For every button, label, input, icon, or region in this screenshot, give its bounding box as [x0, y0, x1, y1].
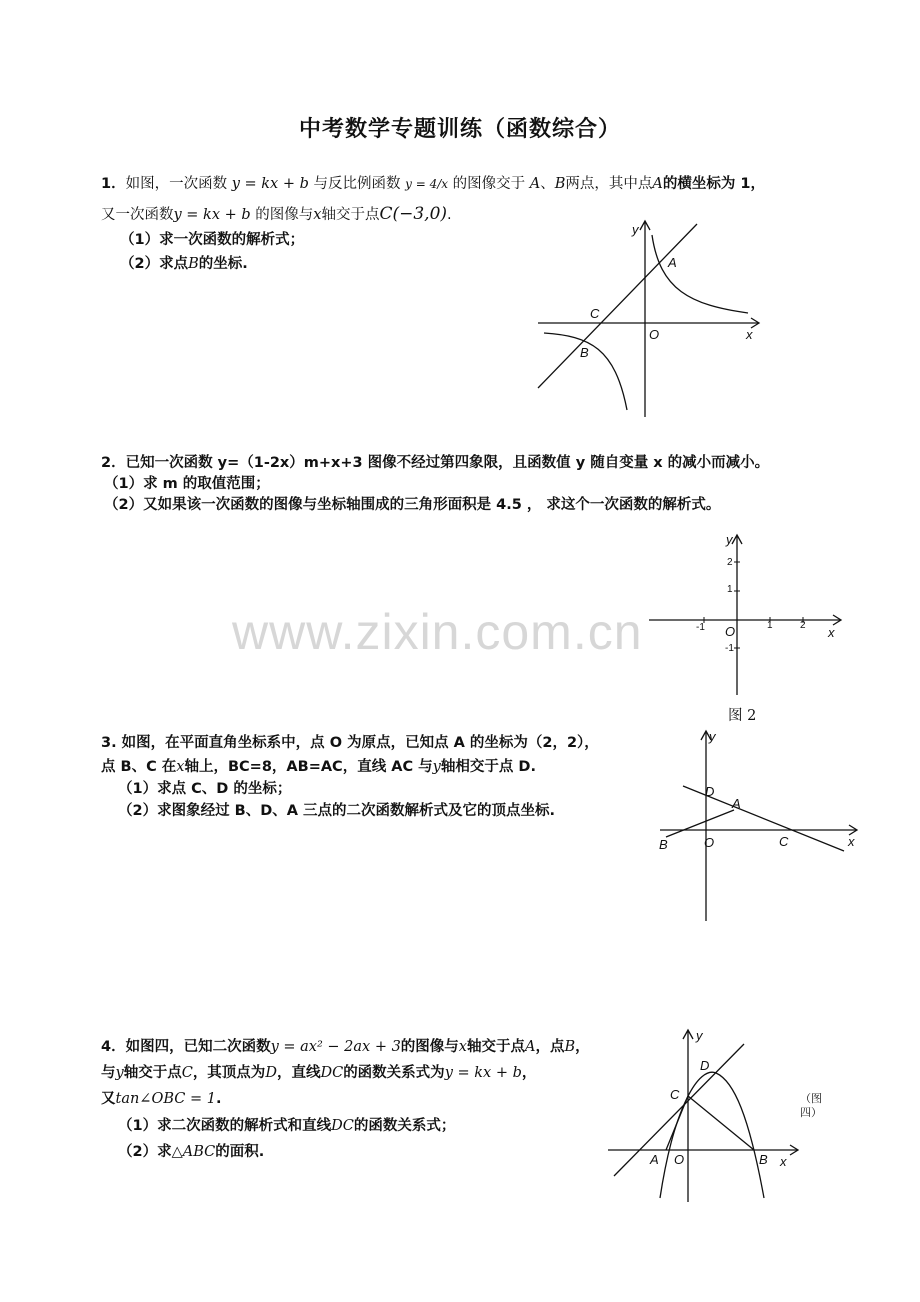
- q4-caption: （图四）: [800, 1092, 822, 1119]
- watermark: www.zixin.com.cn: [232, 604, 643, 660]
- page-title: 中考数学专题训练（函数综合）: [298, 117, 621, 142]
- q2-line-1: 2．已知一次函数 y=（1-2x）m+x+3 图像不经过第四象限，且函数值 y 随自变量 x 的减小而减小。: [101, 455, 770, 471]
- q4-quadratic: y = ax² − 2ax + 3: [270, 1039, 401, 1055]
- q2-figure: [645, 530, 845, 725]
- q2-fig-origin: O: [725, 624, 736, 639]
- q1-line-1: 1．如图，一次函数 y = kx + b 与反比例函数 y = 4/x 的图像交于 A、B两点，其中点A的横坐标为 1，: [101, 176, 766, 192]
- q1-fig-point-c: C: [590, 306, 600, 321]
- q4-fig-point-c: C: [670, 1087, 680, 1102]
- q4-line-2: 与y轴交于点C，其顶点为D，直线DC的函数关系式为y = kx + b，: [101, 1065, 537, 1081]
- q4-line-3: 又tan∠OBC = 1.: [101, 1091, 222, 1107]
- q3-figure: [650, 726, 865, 926]
- q3-line-2: 点 B、C 在x轴上，BC=8，AB=AC，直线 AC 与y轴相交于点 D.: [101, 759, 536, 775]
- q2-tick-x-1: 1: [767, 620, 773, 631]
- q4-line-1: 4．如图四，已知二次函数y = ax² − 2ax + 3的图像与x轴交于点A，点B，: [101, 1039, 590, 1055]
- q3-fig-point-d: D: [705, 784, 715, 799]
- q1-inverse-function: y = 4/x: [405, 177, 449, 191]
- q2-tick-y-neg1: -1: [725, 643, 734, 654]
- q3-fig-point-b: B: [659, 837, 668, 852]
- q1-figure: [530, 210, 770, 425]
- q4-sub-2: （2）求△ABC的面积.: [118, 1144, 265, 1160]
- q4-segment-ca: [666, 1096, 688, 1150]
- q3-segment-ba: [666, 810, 734, 837]
- q1-fig-point-a: A: [668, 255, 677, 270]
- q3-fig-y-label: y: [709, 729, 716, 744]
- q2-tick-y-2: 2: [727, 557, 733, 568]
- q4-fig-point-a: A: [650, 1152, 659, 1167]
- q4-fig-origin: O: [674, 1152, 685, 1167]
- q3-fig-point-a: A: [732, 796, 741, 811]
- q1-linear-function: y = kx + b: [231, 176, 309, 192]
- q4-tan-condition: tan∠OBC = 1: [115, 1091, 216, 1107]
- q3-fig-origin: O: [704, 835, 715, 850]
- q4-segment-cb: [688, 1096, 754, 1150]
- q1-fig-x-label: x: [746, 327, 753, 342]
- q4-fig-x-label: x: [780, 1154, 787, 1169]
- q3-fig-point-c: C: [779, 834, 789, 849]
- q3-sub-2: （2）求图象经过 B、D、A 三点的二次函数解析式及它的顶点坐标.: [118, 803, 556, 819]
- q4-fig-y-label: y: [696, 1028, 703, 1043]
- q4-fig-point-b: B: [759, 1152, 768, 1167]
- q2-fig-y-label: y: [726, 532, 733, 547]
- q4-fig-point-d: D: [700, 1058, 710, 1073]
- q2-tick-y-1: 1: [727, 584, 733, 595]
- q2-tick-x-2: 2: [800, 620, 806, 631]
- q1-sub-1: （1）求一次函数的解析式；: [120, 232, 305, 248]
- q4-sub-1: （1）求二次函数的解析式和直线DC的函数关系式；: [118, 1118, 456, 1134]
- q3-sub-1: （1）求点 C、D 的坐标；: [118, 781, 292, 797]
- q3-fig-x-label: x: [848, 834, 855, 849]
- q2-fig-x-label: x: [828, 625, 835, 640]
- q2-sub-2: （2）又如果该一次函数的图像与坐标轴围成的三角形面积是 4.5 ， 求这个一次函数的解析式。: [104, 497, 721, 513]
- q4-figure: [604, 1026, 804, 1206]
- q1-hyperbola-branch-1: [652, 235, 748, 313]
- q2-caption: 图 2: [728, 708, 757, 724]
- q1-fig-y-label: y: [632, 222, 639, 237]
- q1-sub-2: （2）求点B的坐标.: [120, 256, 248, 272]
- q1-fig-origin: O: [649, 327, 660, 342]
- q1-line-ab: [538, 224, 697, 388]
- q2-sub-1: （1）求 m 的取值范围；: [104, 476, 270, 492]
- q3-line-1: 3. 如图，在平面直角坐标系中，点 O 为原点，已知点 A 的坐标为（2，2），: [101, 735, 599, 751]
- q1-line-2: 又一次函数y = kx + b 的图像与x轴交于点C(−3,0).: [101, 204, 452, 224]
- q1-point-c: C(−3,0): [379, 204, 448, 224]
- q1-fig-point-b: B: [580, 345, 589, 360]
- q2-tick-x-neg1: -1: [696, 622, 705, 633]
